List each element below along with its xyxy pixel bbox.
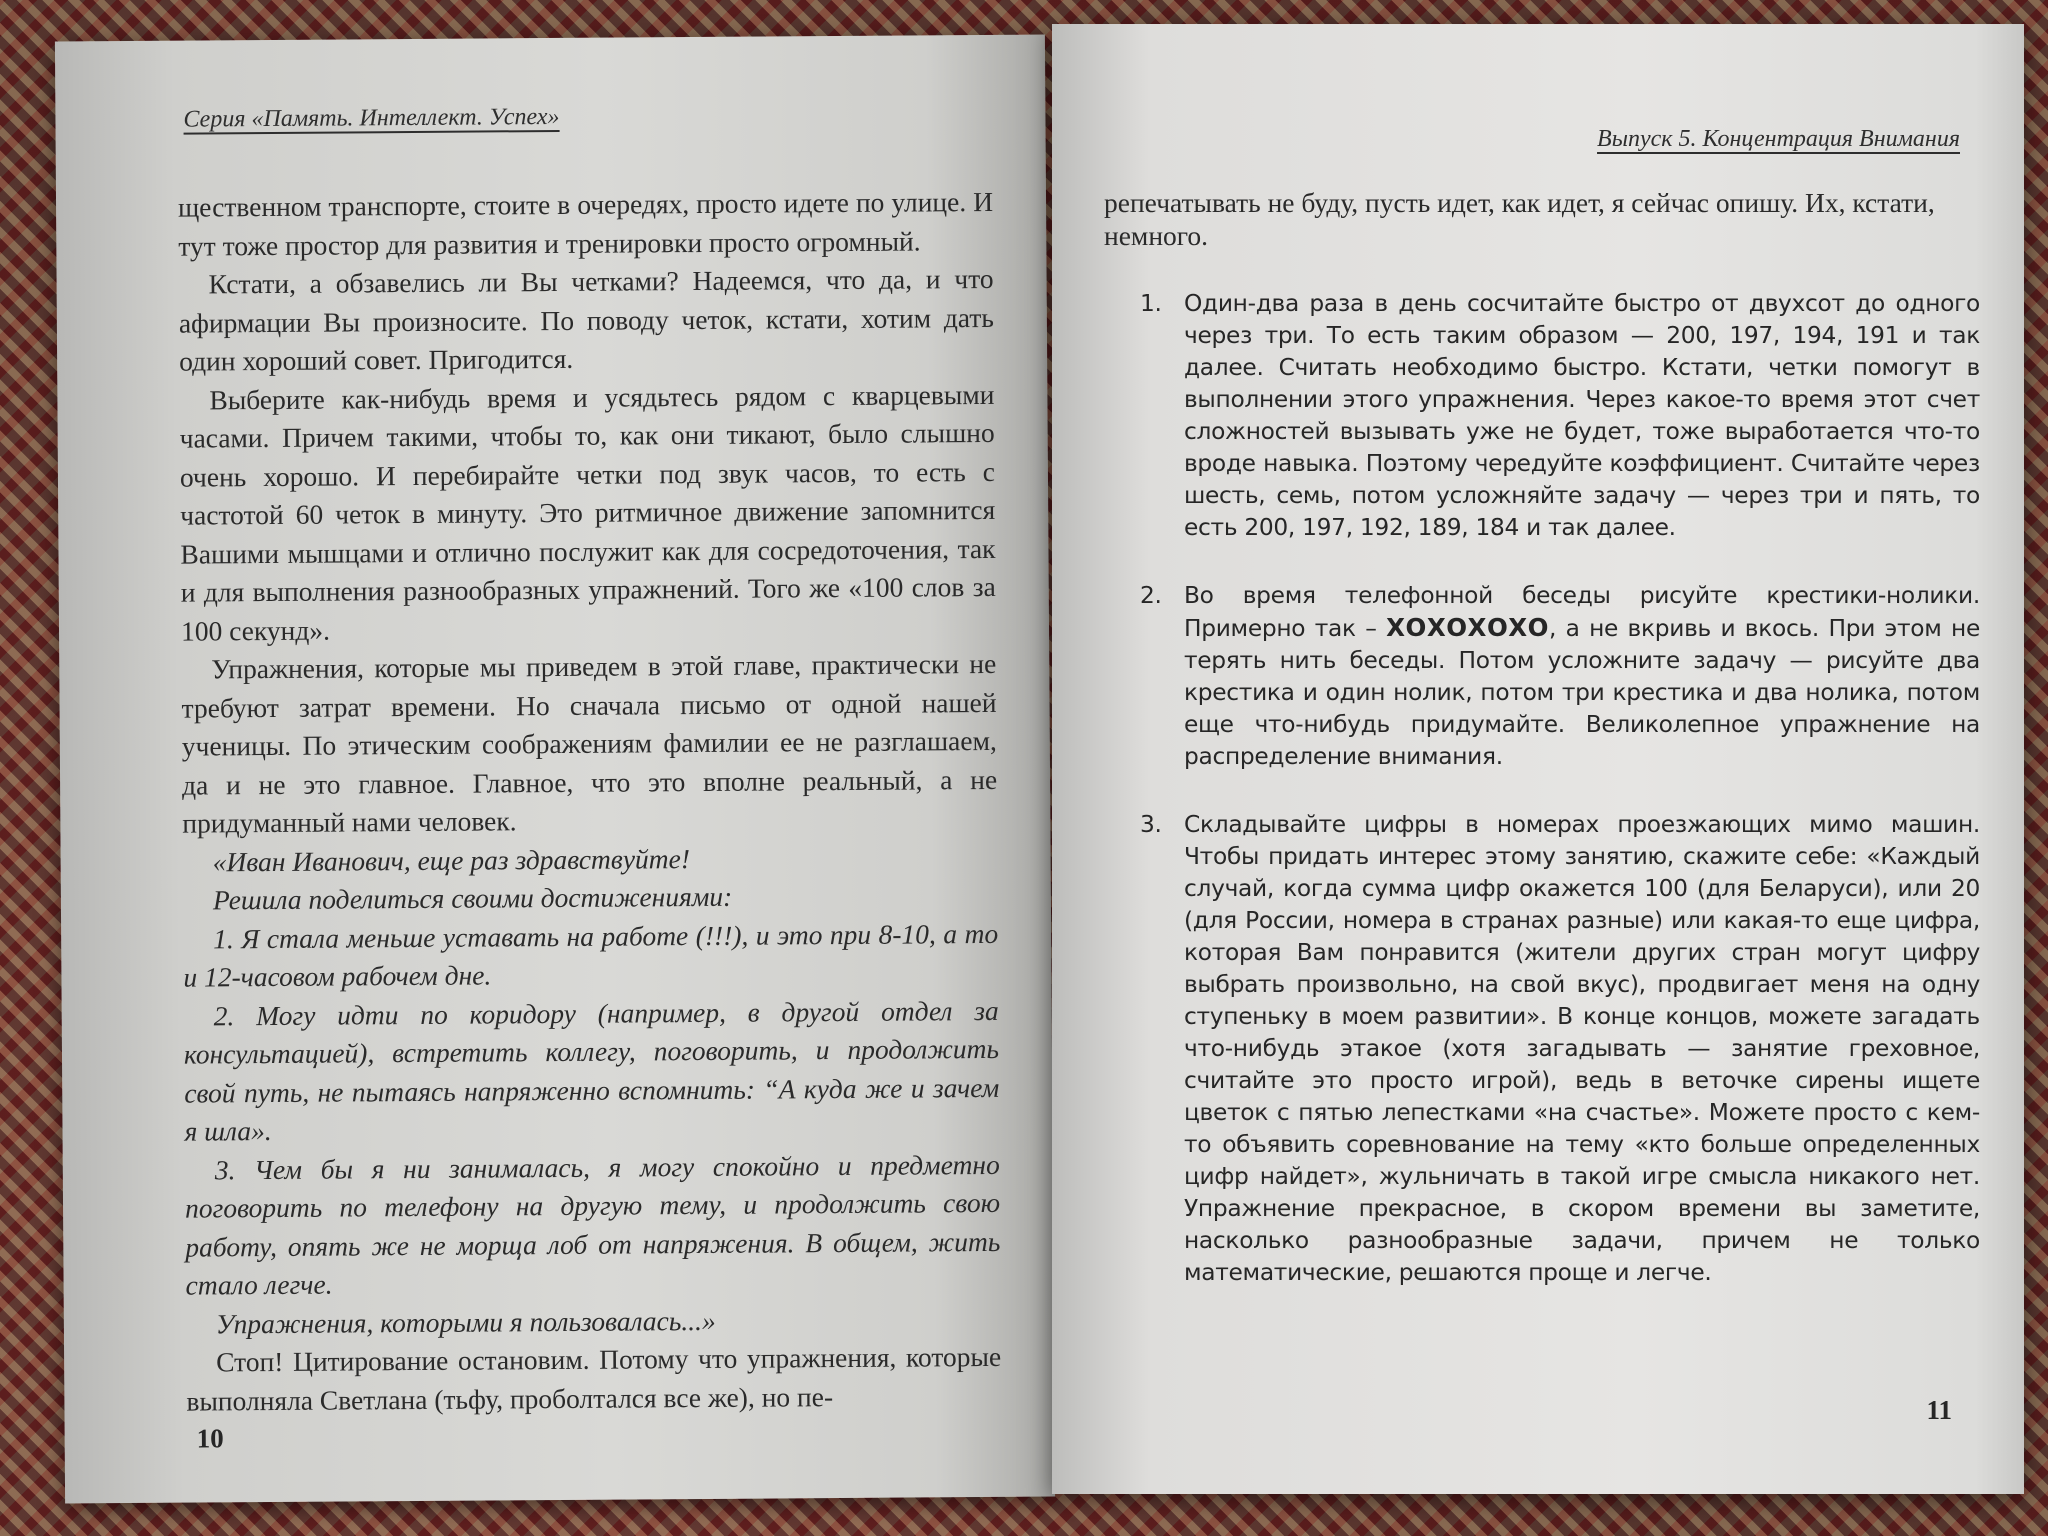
list-item-text: Один-два раза в день сосчитайте быстро от двухсот до одного через три. То есть таким образом — 200, 197, 194, 191 и так далее. Считать необходимо быстро. Кстати, четки помогут в выполнении этого упражнения. Через какое-то время этот счет сложностей вызывать уже не будет, тоже выработается что-то вроде навыка. Поэтому чередуйте коэффициент. Считайте через шесть, семь, потом усложняйте задачу — через три и пять, то есть 200, 197, 192, 189, 184 и так далее. — [1184, 290, 1980, 541]
letter-quote: Упражнения, которыми я пользовалась...» — [215, 1304, 716, 1339]
right-page — [1052, 24, 2024, 1494]
list-item-text: Складывайте цифры в номерах проезжающих мимо машин. Чтобы придать интерес этому занятию, скажите себе: «Каждый случай, когда сумма цифр окажется 100 (для Беларуси), или 20 (для России, номера в странах разные) или какая-то еще цифра, которая Вам понравится (жители других стран могут цифру выбрать произвольно, на свой вкус), продвигает меня на одну ступеньку в моем развитии». В конце концов, можете загадать что-нибудь этакое (хотя загадывать — занятие греховное, считайте это просто игрой), ведь в веточке сирены ищете цветок с пятью лепестками «на счастье». Можете просто с кем-то объявить соревнование на тему «кто больше определенных цифр найдет», жульничать в такой игре смысла никакого нет. Упражнение прекрасное, в скором времени вы заметите, насколько разнообразные задачи, причем не только математические, решаются проще и легче. — [1184, 811, 1980, 1286]
list-item — [1140, 809, 1980, 1289]
list-item-number: 3. — [1140, 811, 1162, 838]
letter-quote: 3. Чем бы я ни занималась, я могу спокойно и предметно поговорить по телефону на другую тему, и продолжить свою работу, опять же не морща лоб от напряжения. В общем, жить стало легче. — [184, 1148, 1001, 1301]
paragraph: Выберите как-нибудь время и усядьтесь рядом с кварцевыми часами. Причем такими, чтобы то, как они тикают, было слышно очень хорошо. И перебирайте четки под звук часов, то есть с частотой 60 четок в минуту. Это ритмичное движение запомнится Вашими мышцами и отлично послужит как для сосредоточения, так и для выполнения разнообразных упражнений. Того же «100 слов за 100 секунд». — [179, 378, 996, 647]
crosses-noughts-example: ХОХОХОХО — [1386, 613, 1549, 642]
page-number-left: 10 — [196, 1423, 224, 1454]
letter-quote: «Иван Иванович, еще раз здравствуйте! — [212, 842, 691, 877]
paragraph: щественном транспорте, стоите в очередях, просто идете по улице. И тут тоже простор для развития и тренировки просто огромный. — [177, 185, 994, 262]
letter-quote: 1. Я стала меньше уставать на работе (!!!), и это при 8-10, а то и 12-часовом рабочем дне. — [183, 917, 999, 993]
letter-quote: Решила поделиться своими достижениями: — [212, 880, 733, 916]
right-page-intro — [1104, 186, 1974, 252]
list-item-text: Во время телефонной беседы рисуйте крестики-нолики. Примерно так – — [1184, 582, 1980, 642]
exercise-list — [1140, 288, 1980, 1289]
left-page-body — [178, 183, 1002, 1421]
list-item-text: , а не вкривь и вкось. При этом не терять нить беседы. Потом усложните задачу — рисуйте два крестика и один нолик, потом три крестика и два нолика, потом еще что-нибудь придумайте. Великолепное упражнение на распределение внимания. — [1184, 615, 1980, 770]
left-page — [55, 35, 1055, 1504]
page-number-right: 11 — [1926, 1395, 1952, 1425]
list-item — [1140, 580, 1980, 773]
letter-quote: 2. Могу идти по коридору (например, в другой отдел за консультацией), встретить коллегу, поговорить, и продолжить свой путь, не пытаясь напряженно вспомнить: “А куда же и зачем я шла». — [183, 994, 1000, 1147]
running-head-right: Выпуск 5. Концентрация Внимания — [1597, 126, 1960, 152]
paragraph: репечатывать не буду, пусть идет, как идет, я сейчас опишу. Их, кстати, немного. — [1104, 187, 1935, 251]
paragraph: Стоп! Цитирование остановим. Потому что упражнения, которые выполняла Светлана (тьфу, проболтался все же), но пе- — [186, 1340, 1002, 1417]
paragraph: Упражнения, которые мы приведем в этой главе, практически не требуют затрат времени. Но сначала письмо от одной нашей ученицы. По этическим соображениям фамилии ее не разглашаем, да и не это главное. Главное, что это вполне реальный, а не придуманный нами человек. — [181, 647, 998, 839]
list-item — [1140, 288, 1980, 544]
list-item-number: 2. — [1140, 582, 1162, 609]
running-head-left: Серия «Память. Интеллект. Успех» — [183, 103, 560, 133]
paragraph: Кстати, а обзавелись ли Вы четками? Надеемся, что да, и что афирмации Вы произносите. По поводу четок, кстати, хотим дать один хороший совет. Пригодится. — [178, 262, 994, 377]
list-item-number: 1. — [1140, 290, 1162, 317]
